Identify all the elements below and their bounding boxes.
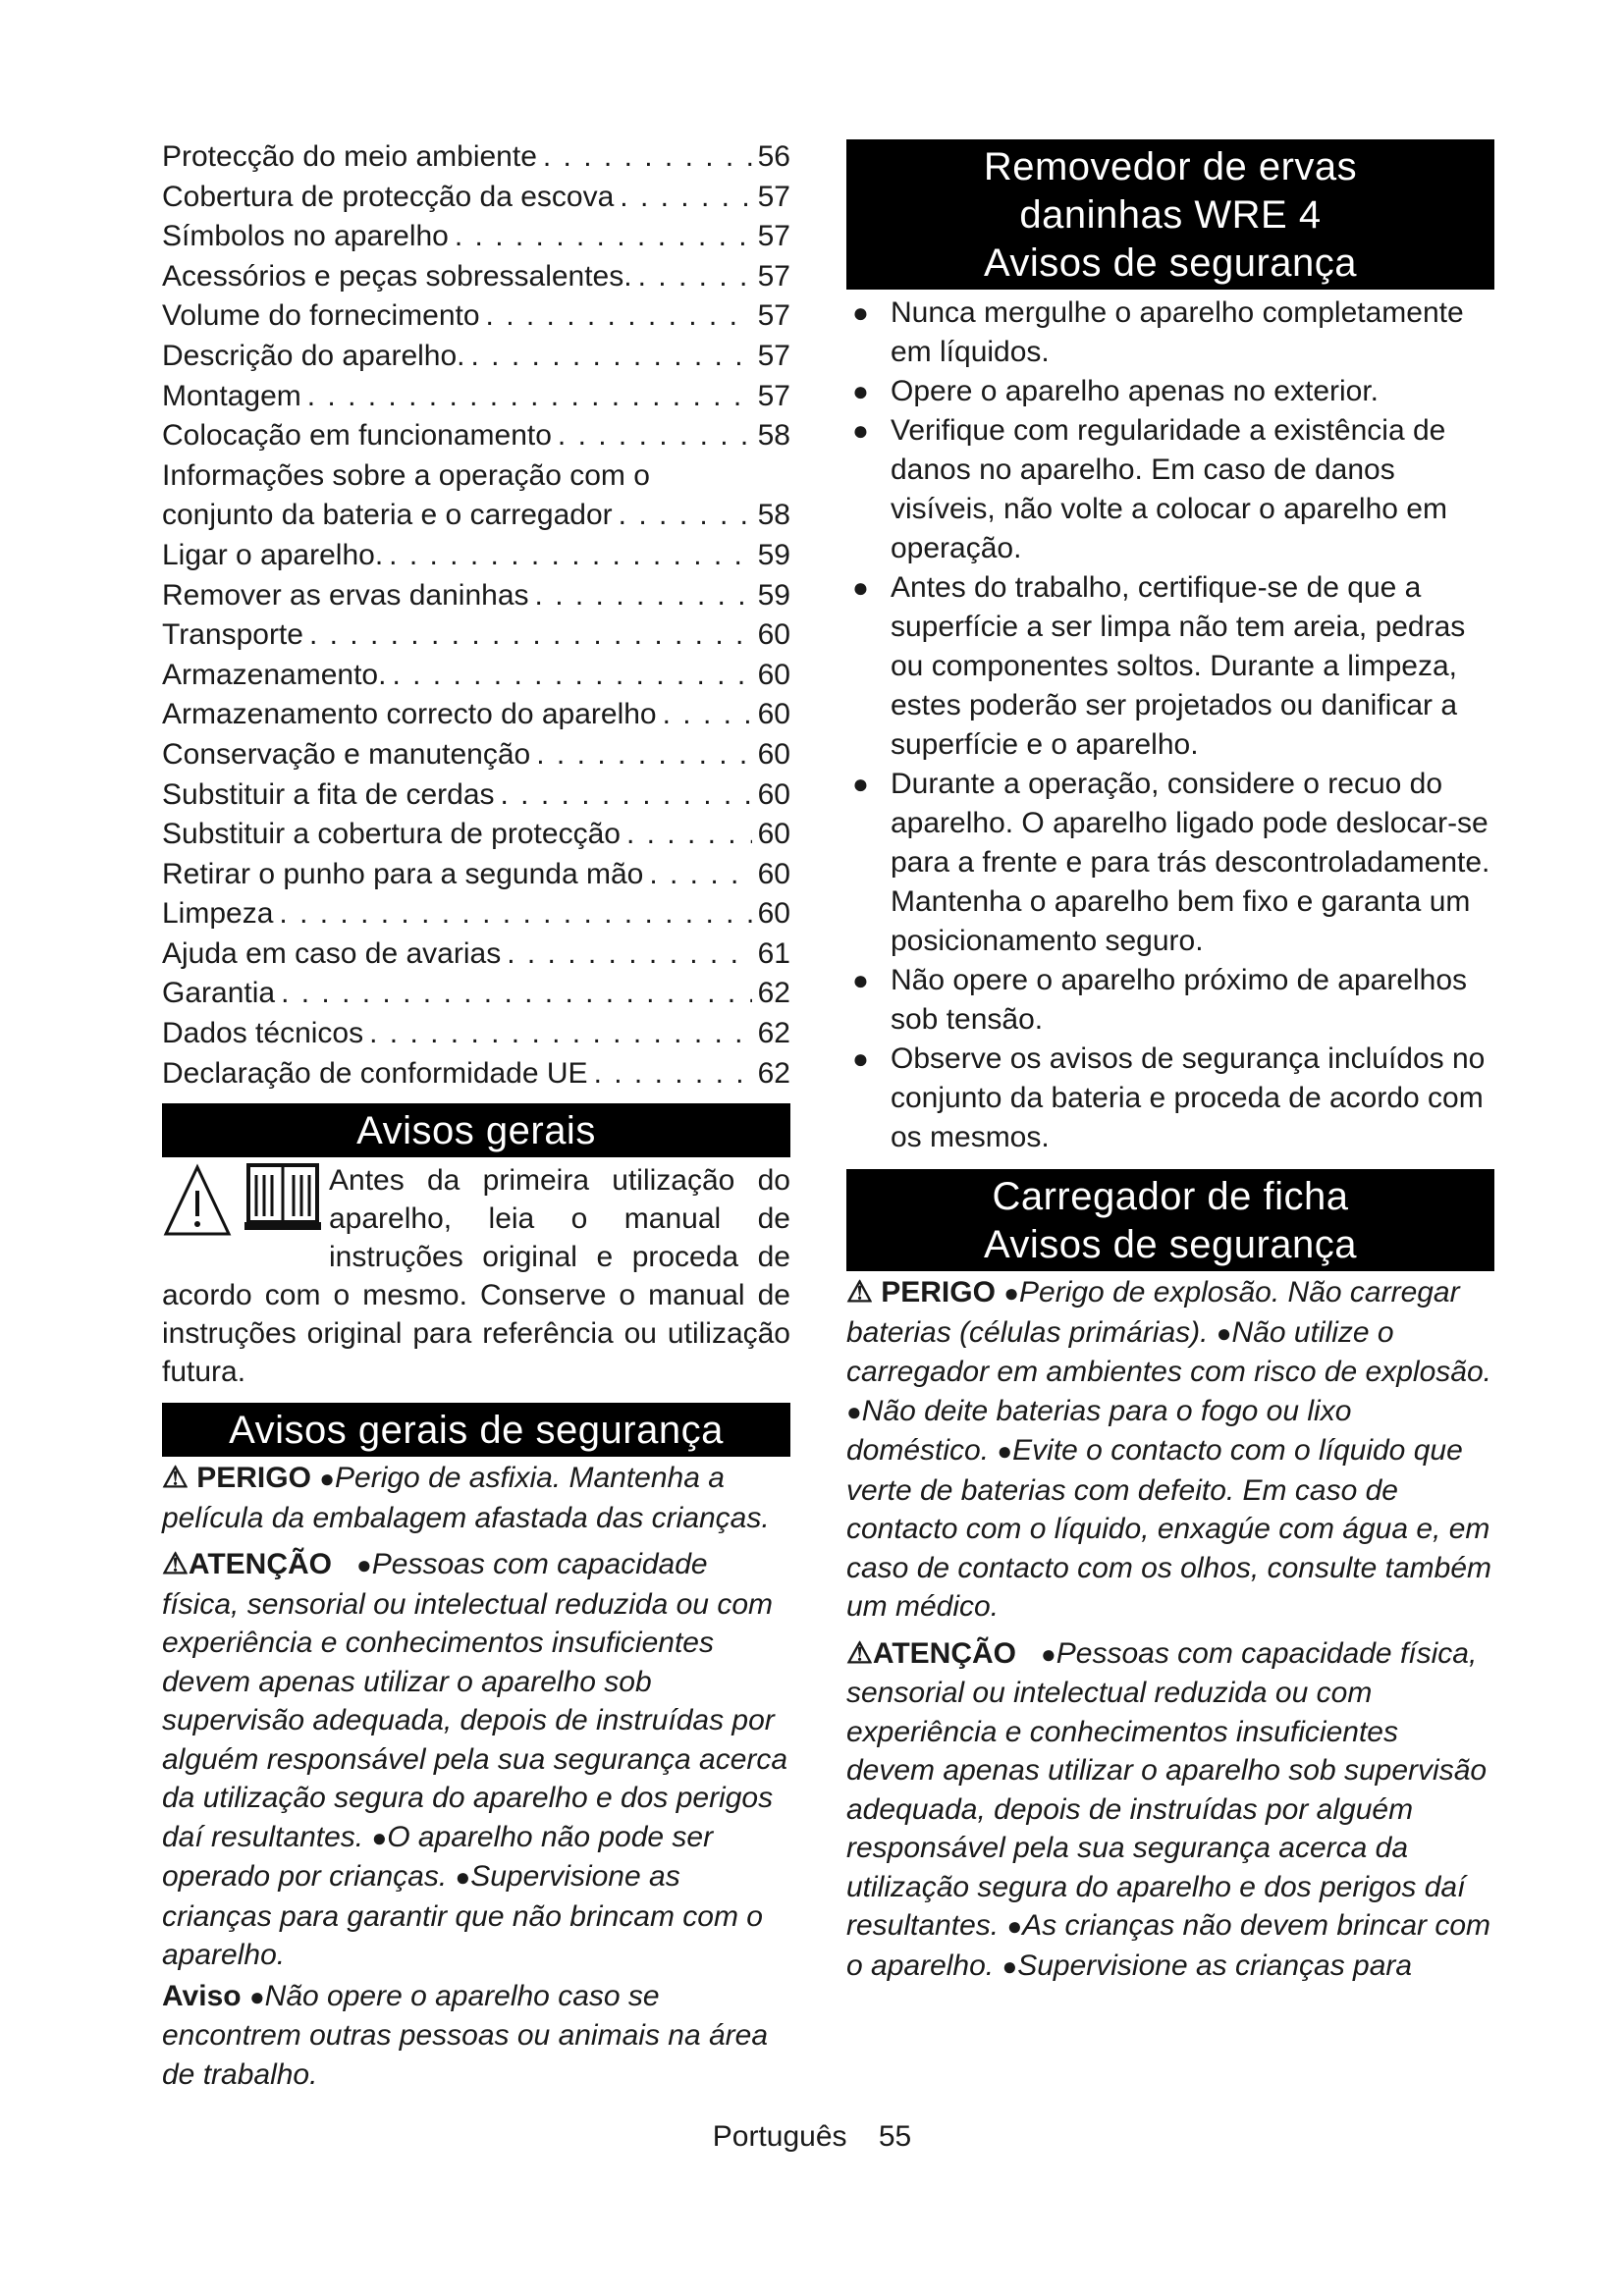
bullet-icon: ● [1216, 1317, 1232, 1348]
toc-entry [162, 296, 790, 337]
toc-entry-title: Transporte [162, 618, 303, 652]
toc-entry [162, 855, 790, 895]
heading-removedor [846, 139, 1494, 290]
toc-entry-title: Substituir a cobertura de protecção [162, 818, 621, 851]
perigo-label: PERIGO [881, 1276, 996, 1308]
toc-entry-title: Limpeza [162, 897, 274, 931]
toc-entry [162, 217, 790, 257]
toc-entry-page: 57 [757, 379, 790, 412]
heading-removedor-line3: Avisos de segurança [983, 241, 1358, 285]
atencao-label: ATENÇÃO [872, 1636, 1017, 1670]
atencao-text-2: As crianças não devem brincar com o aparelho. [846, 1909, 1491, 1982]
safety-bullet [846, 372, 1494, 411]
toc-leader-dots [392, 656, 751, 696]
heading-carregador [846, 1169, 1494, 1271]
safety-bullet [846, 294, 1494, 372]
toc-entry-page: 59 [757, 578, 790, 612]
aviso-paragraph [162, 1977, 790, 2095]
toc-entry-page: 60 [757, 857, 790, 890]
toc-entry-title-line1: Informações sobre a operação com o [162, 458, 650, 492]
toc-leader-dots [501, 775, 752, 816]
toc-entry-title: Ajuda em caso de avarias [162, 936, 502, 970]
perigo-text: Perigo de asfixia. Mantenha a película da embalagem afastada das crianças. [162, 1462, 770, 1534]
atencao-text-3: Supervisione as crianças para garantir que não brincam com o aparelho. [162, 1860, 763, 1972]
bullet-icon: ● [997, 1436, 1013, 1466]
toc-leader-dots [626, 815, 752, 855]
table-of-contents [162, 137, 790, 1094]
bullet-icon: ● [852, 1043, 869, 1074]
toc-entry-page: 61 [757, 936, 790, 970]
toc-entry-title: Substituir a fita de cerdas [162, 777, 495, 811]
atencao-paragraph [162, 1545, 790, 1975]
right-column [846, 137, 1494, 1986]
toc-entry [162, 536, 790, 576]
perigo-text-4: Evite o contacto com o líquido que verte de baterias com defeito. Em caso de contacto com o líquido, enxagúe com água e, em caso de contacto com os olhos, consulte também um médico. [846, 1434, 1492, 1623]
toc-entry-page: 60 [757, 618, 790, 652]
toc-leader-dots [638, 257, 752, 297]
bullet-icon: ● [356, 1550, 372, 1580]
atencao-text-3: Supervisione as crianças para [1017, 1949, 1413, 1982]
carregador-perigo-paragraph [846, 1273, 1494, 1627]
toc-leader-dots [558, 416, 752, 456]
toc-entry-title: Garantia [162, 977, 276, 1010]
toc-entry-title: Ligar o aparelho. [162, 538, 384, 571]
safety-bullet-text: Observe os avisos de segurança incluídos no conjunto da bateria e proceda de acordo com os mesmos. [891, 1042, 1486, 1153]
toc-entry-page: 60 [757, 698, 790, 731]
toc-leader-dots [663, 695, 752, 735]
bullet-icon: ● [852, 376, 869, 406]
toc-entry-page: 57 [757, 339, 790, 372]
heading-removedor-line1: Removedor de ervas [983, 145, 1358, 188]
bullet-icon: ● [319, 1464, 336, 1494]
toc-entry-page: 57 [757, 299, 790, 333]
toc-entry-page: 56 [757, 140, 790, 173]
safety-bullet-text: Durante a operação, considere o recuo do aparelho. O aparelho ligado pode deslocar-se para a frente e para trás descontroladamente. Mantenha o aparelho bem fixo e garanta um posicionamento seguro. [891, 768, 1490, 957]
toc-entry-title: Remover as ervas daninhas [162, 578, 529, 612]
toc-entry-title: Cobertura de protecção da escova [162, 180, 615, 213]
toc-entry-title: Armazenamento correcto do aparelho [162, 698, 657, 731]
heading-carregador-line1: Carregador de ficha [992, 1175, 1349, 1218]
bullet-icon: ● [1041, 1638, 1056, 1669]
bullet-icon: ● [852, 769, 869, 799]
atencao-text: Pessoas com capacidade física, sensorial ou intelectual reduzida ou com experiência e conhecimentos insuficientes devem apenas utilizar o aparelho sob supervisão adequada, depois de instruídas por alguém responsável pela sua segurança acerca da utilização segura do aparelho e dos perigos daí resultantes. [162, 1548, 788, 1853]
toc-entry-page: 57 [757, 220, 790, 253]
warning-icon: ⚠ [846, 1636, 873, 1670]
toc-entry [162, 456, 790, 536]
safety-bullet-text: Nunca mergulhe o aparelho completamente em líquidos. [891, 296, 1464, 368]
toc-entry [162, 1054, 790, 1095]
toc-entry [162, 1014, 790, 1054]
toc-entry-title: Conservação e manutenção [162, 737, 531, 771]
manual-book-icon [244, 1165, 321, 1230]
carregador-atencao-paragraph [846, 1634, 1494, 1987]
toc-leader-dots [507, 934, 751, 975]
bullet-icon: ● [1003, 1278, 1020, 1308]
toc-entry [162, 656, 790, 696]
bullet-icon: ● [852, 965, 869, 995]
toc-entry [162, 934, 790, 975]
bullet-icon: ● [852, 572, 869, 603]
toc-entry-title: Símbolos no aparelho [162, 220, 449, 253]
toc-leader-dots [486, 296, 752, 337]
toc-entry-page: 57 [757, 259, 790, 293]
toc-entry-title: Declaração de conformidade UE [162, 1056, 588, 1090]
footer-page-number: 55 [878, 2120, 912, 2153]
toc-leader-dots [307, 377, 752, 417]
toc-entry [162, 137, 790, 178]
atencao-text: Pessoas com capacidade física, sensorial ou intelectual reduzida ou com experiência e conhecimentos insuficientes devem apenas utilizar o aparelho sob supervisão adequada, depois de instruídas por alguém responsável pela sua segurança acerca da utilização segura do aparelho e dos perigos daí resultantes. [846, 1636, 1488, 1942]
toc-leader-dots [389, 536, 751, 576]
toc-entry-title: Descrição do aparelho. [162, 339, 465, 372]
toc-leader-dots [369, 1014, 752, 1054]
safety-bullet-list [846, 294, 1494, 1157]
safety-bullet [846, 961, 1494, 1040]
heading-avisos-gerais: Avisos gerais [162, 1103, 790, 1157]
bullet-icon: ● [371, 1822, 388, 1852]
toc-entry-page: 58 [757, 499, 790, 532]
perigo-text-3: Não deite baterias para o fogo ou lixo doméstico. [846, 1394, 1352, 1467]
heading-removedor-line2: daninhas WRE 4 [1019, 193, 1322, 237]
toc-entry [162, 377, 790, 417]
atencao-text-2: O aparelho não pode ser operado por crianças. [162, 1820, 714, 1894]
toc-entry-page: 62 [757, 1017, 790, 1050]
safety-bullet-text: Opere o aparelho apenas no exterior. [891, 375, 1380, 407]
toc-entry-title: Protecção do meio ambiente [162, 140, 537, 173]
toc-entry-title: Dados técnicos [162, 1017, 364, 1050]
toc-entry-title: Acessórios e peças sobressalentes. [162, 259, 632, 293]
toc-entry [162, 337, 790, 377]
toc-entry-page: 60 [757, 737, 790, 771]
safety-bullet [846, 411, 1494, 568]
heading-carregador-line2: Avisos de segurança [983, 1223, 1358, 1266]
toc-entry-title: Retirar o punho para a segunda mão [162, 857, 644, 890]
bullet-icon: ● [1001, 1950, 1018, 1981]
toc-entry-title: conjunto da bateria e o carregador [162, 499, 613, 532]
toc-entry [162, 974, 790, 1014]
safety-bullet [846, 1040, 1494, 1157]
toc-leader-dots [281, 974, 752, 1014]
safety-bullet [846, 568, 1494, 765]
aviso-label: Aviso [162, 1979, 242, 2012]
safety-bullet [846, 765, 1494, 961]
toc-leader-dots [536, 735, 751, 775]
toc-entry [162, 894, 790, 934]
toc-entry-page: 60 [757, 658, 790, 691]
toc-entry [162, 257, 790, 297]
warning-icon: ⚠ [846, 1276, 873, 1308]
heading-avisos-gerais-seguranca: Avisos gerais de segurança [162, 1403, 790, 1457]
toc-leader-dots [619, 496, 752, 536]
bullet-icon: ● [852, 415, 869, 446]
warning-icon: ⚠ [162, 1462, 189, 1495]
toc-entry [162, 178, 790, 218]
toc-entry-page: 60 [757, 897, 790, 931]
bullet-icon: ● [1006, 1911, 1023, 1941]
toc-entry-page: 60 [757, 777, 790, 811]
footer-language: Português [712, 2120, 847, 2153]
toc-leader-dots [543, 137, 752, 178]
safety-bullet-text: Antes do trabalho, certifique-se de que a superfície a ser limpa não tem areia, pedras ou componentes soltos. Durante a limpeza, estes poderão ser projetados ou danificar a superfície e o aparelho. [891, 571, 1466, 761]
toc-leader-dots [455, 217, 752, 257]
page-footer [0, 2120, 1624, 2154]
toc-leader-dots [649, 855, 751, 895]
toc-leader-dots [594, 1054, 752, 1095]
left-column [162, 137, 790, 2094]
toc-leader-dots [309, 615, 752, 656]
toc-entry [162, 615, 790, 656]
toc-leader-dots [535, 576, 752, 616]
toc-entry [162, 576, 790, 616]
toc-entry-title: Armazenamento. [162, 658, 387, 691]
bullet-icon: ● [852, 297, 869, 328]
toc-entry [162, 775, 790, 816]
bullet-icon: ● [248, 1981, 265, 2011]
toc-leader-dots [279, 894, 751, 934]
intro-icons [162, 1161, 329, 1242]
warning-icon: ⚠ [162, 1548, 189, 1581]
perigo-paragraph [162, 1459, 790, 1537]
toc-leader-dots [471, 337, 752, 377]
warning-triangle-icon [162, 1161, 329, 1242]
perigo-text-2: Não utilize o carregador em ambientes com risco de explosão. [846, 1315, 1491, 1388]
safety-bullet-text: Não opere o aparelho próximo de aparelhos sob tensão. [891, 964, 1468, 1036]
toc-leader-dots [620, 178, 751, 218]
toc-entry-page: 57 [757, 180, 790, 213]
toc-entry-title: Volume do fornecimento [162, 299, 480, 333]
bullet-icon: ● [846, 1396, 862, 1426]
safety-bullet-text: Verifique com regularidade a existência de danos no aparelho. Em caso de danos visíveis, não volte a colocar o aparelho em operação. [891, 414, 1447, 564]
toc-entry-title: Colocação em funcionamento [162, 419, 552, 453]
toc-entry-page: 58 [757, 419, 790, 453]
intro-block [162, 1161, 790, 1391]
toc-entry [162, 815, 790, 855]
toc-entry-page: 62 [757, 977, 790, 1010]
toc-entry [162, 735, 790, 775]
toc-entry [162, 416, 790, 456]
aviso-text: Não opere o aparelho caso se encontrem outras pessoas ou animais na área de trabalho. [162, 1979, 769, 2091]
intro-text: Antes da primeira utilização do aparelho, leia o manual de instruções original e proceda de acordo com o mesmo. Conserve o manual de instruções original para referência ou utilização futura. [162, 1164, 790, 1389]
perigo-text-1: Perigo de explosão. Não carregar baterias (células primárias). [846, 1276, 1460, 1349]
toc-entry-title: Montagem [162, 379, 301, 412]
bullet-icon: ● [455, 1862, 471, 1893]
atencao-label: ATENÇÃO [188, 1548, 333, 1581]
perigo-label: PERIGO [196, 1462, 311, 1495]
toc-entry-page: 62 [757, 1056, 790, 1090]
toc-entry [162, 695, 790, 735]
toc-entry-page: 59 [757, 538, 790, 571]
toc-entry-page: 60 [757, 818, 790, 851]
